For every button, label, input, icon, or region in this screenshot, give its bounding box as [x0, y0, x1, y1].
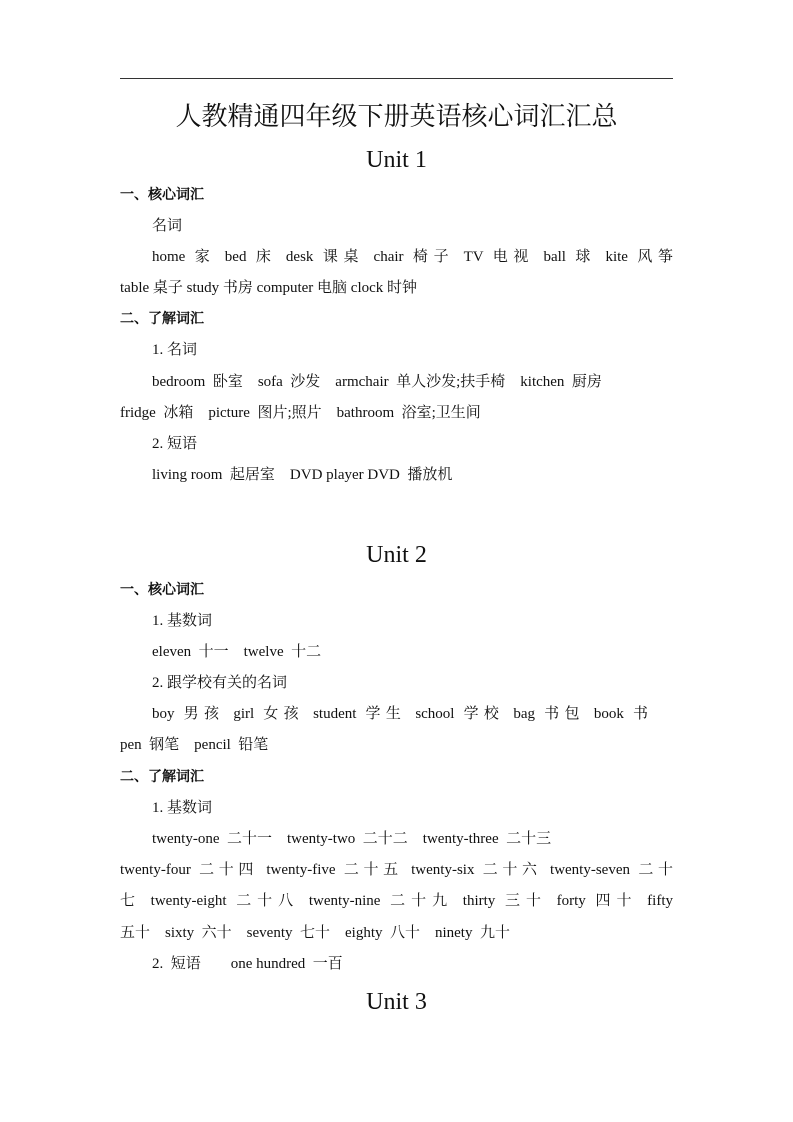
header-rule [120, 78, 673, 79]
vocab-line: boy 男孩 girl 女孩 student 学生 school 学校 bag 书包 book 书 [152, 706, 648, 723]
section-heading: 一、核心词汇 [120, 186, 204, 203]
section-heading: 一、核心词汇 [120, 581, 204, 598]
unit-2-content [120, 575, 673, 980]
vocab-line: twenty-one 二十一 twenty-two 二十二 twenty-three 二十三 [152, 831, 552, 847]
vocab-line: fridge 冰箱 picture 图片;照片 bathroom 浴室;卫生间 [120, 404, 481, 421]
subheading: 2. 短语 [152, 436, 198, 452]
vocab-line: 2. 短语 one hundred 一百 [152, 955, 343, 972]
vocab-line: bedroom 卧室 sofa 沙发 armchair 单人沙发;扶手椅 kitchen 厨房 [152, 373, 602, 390]
document-title: 人教精通四年级下册英语核心词汇汇总 [175, 102, 618, 131]
subheading: 1. 基数词 [152, 799, 213, 816]
vocab-line: living room 起居室 DVD player DVD 播放机 [152, 467, 453, 484]
section-heading: 二、了解词汇 [120, 311, 204, 328]
vocab-line: eleven 十一 twelve 十二 [152, 643, 322, 660]
subheading: 1. 基数词 [152, 612, 213, 629]
vocab-line: pen 钢笔 pencil 铅笔 [120, 737, 269, 754]
vocab-line: 五十 sixty 六十 seventy 七十 eighty 八十 ninety 九十 [120, 924, 510, 941]
section-heading: 二、了解词汇 [120, 768, 204, 785]
subheading: 2. 跟学校有关的名词 [152, 675, 288, 692]
subheading: 名词 [152, 217, 183, 234]
vocab-line: table 桌子 study 书房 computer 电脑 clock 时钟 [120, 280, 418, 297]
vocab-line: home 家 bed 床 desk 课桌 chair 椅子 TV 电视 ball 球 kite 风筝 [152, 248, 673, 265]
unit-2-heading: Unit 2 [366, 542, 427, 568]
unit-3-heading: Unit 3 [366, 989, 427, 1015]
unit-1-heading: Unit 1 [366, 147, 427, 173]
unit-1-content [120, 180, 673, 492]
vocab-line: twenty-four 二十四 twenty-five 二十五 twenty-six 二十六 twenty-seven 二十 [120, 862, 673, 879]
subheading: 1. 名词 [152, 342, 198, 359]
vocab-line: 七 twenty-eight 二十八 twenty-nine 二十九 thirty 三十 forty 四十 fifty [120, 893, 673, 910]
